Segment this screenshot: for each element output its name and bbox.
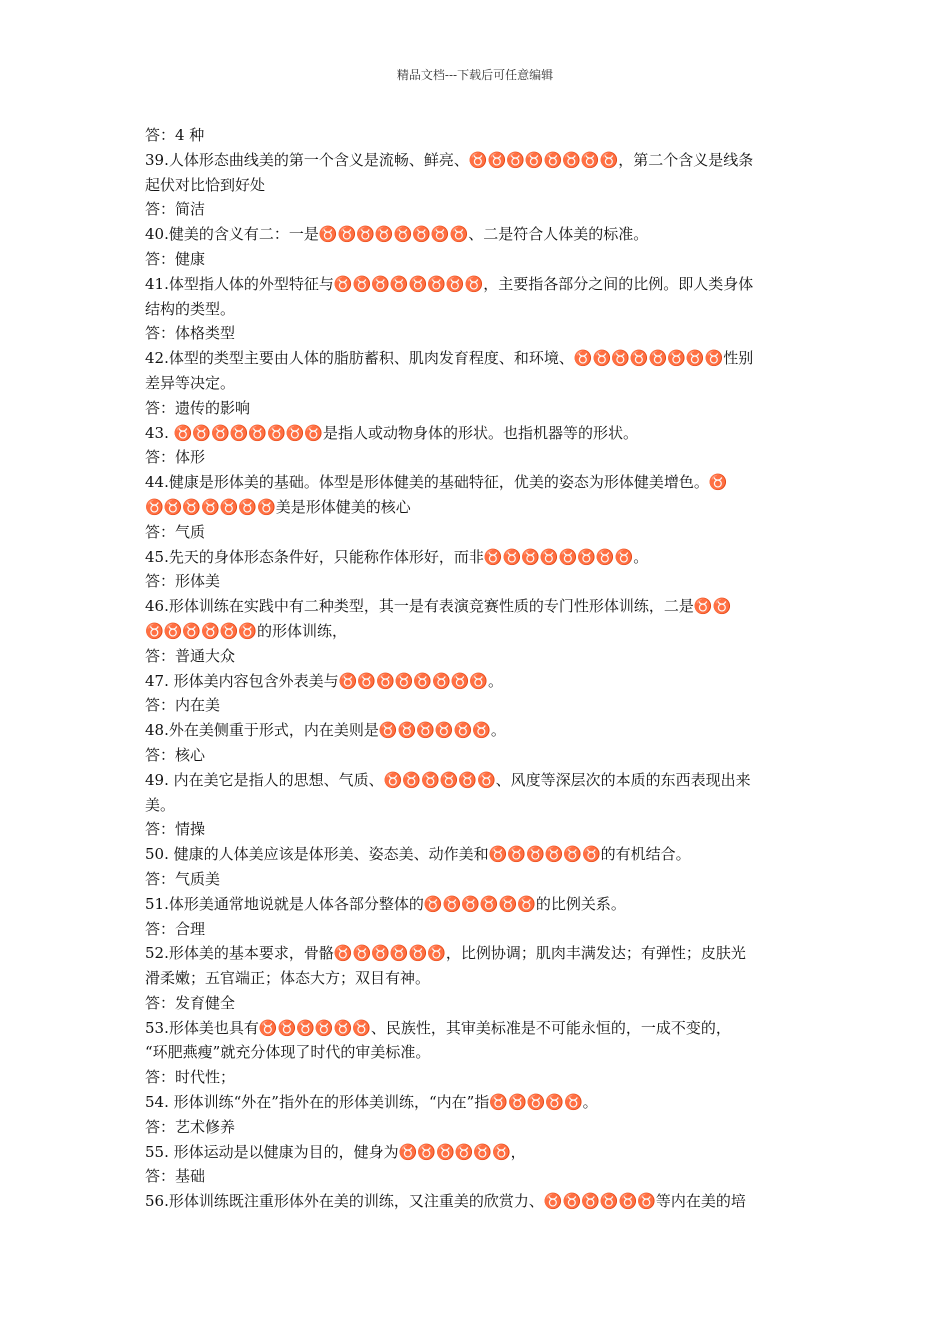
text-line: “环肥燕瘦”就充分体现了时代的审美标准。	[145, 1043, 431, 1062]
text-line: ♉♉♉♉♉♉的形体训练，	[145, 621, 348, 640]
text-line: 答：核心	[145, 745, 206, 764]
text-line: 48.外在美侧重于形式，内在美则是♉♉♉♉♉♉。	[145, 721, 506, 740]
text-line: 40.健美的含义有二：一是♉♉♉♉♉♉♉♉、二是符合人体美的标准。	[145, 225, 649, 244]
text-line: 50. 健康的人体美应该是体形美、姿态美、动作美和♉♉♉♉♉♉的有机结合。	[145, 845, 691, 864]
document-body	[145, 123, 810, 1214]
page-header: 精品文档---下载后可任意编辑	[396, 68, 554, 82]
text-line: 45.先天的身体形态条件好，只能称作体形好，而非♉♉♉♉♉♉♉♉。	[145, 547, 649, 566]
text-line: 答：艺术修养	[145, 1117, 236, 1136]
text-line: 44.健康是形体美的基础。体型是形体健美的基础特征，优美的姿态为形体健美增色。♉	[145, 473, 728, 492]
text-line: 41.体型指人体的外型特征与♉♉♉♉♉♉♉♉，主要指各部分之间的比例。即人类身体	[145, 274, 754, 293]
text-line: 答：遗传的影响	[145, 398, 251, 417]
text-line: 答：气质	[145, 522, 206, 541]
text-line: 43. ♉♉♉♉♉♉♉♉是指人或动物身体的形状。也指机器等的形状。	[145, 423, 639, 442]
text-line: 答：气质美	[145, 869, 221, 888]
text-line: 46.形体训练在实践中有二种类型，其一是有表演竞赛性质的专门性形体训练，二是♉♉	[145, 597, 732, 616]
text-line: ♉♉♉♉♉♉♉美是形体健美的核心	[145, 497, 411, 516]
text-line: 答：体格类型	[145, 324, 236, 343]
text-line: 47. 形体美内容包含外表美与♉♉♉♉♉♉♉♉。	[145, 671, 504, 690]
text-line: 答：时代性；	[145, 1068, 236, 1087]
text-line: 答：普通大众	[145, 646, 236, 665]
text-line: 56.形体训练既注重形体外在美的训练，又注重美的欣赏力、♉♉♉♉♉♉等内在美的培	[145, 1192, 746, 1211]
text-line: 滑柔嫩；五官端正；体态大方；双目有神。	[145, 969, 431, 988]
text-line: 美。	[145, 795, 176, 814]
text-line: 起伏对比恰到好处	[145, 175, 266, 194]
text-line: 42.体型的类型主要由人体的脂肪蓄积、肌肉发育程度、和环境、♉♉♉♉♉♉♉♉性别	[145, 349, 754, 368]
text-line: 答：内在美	[145, 696, 221, 715]
text-line: 答：合理	[145, 919, 206, 938]
text-line: 55. 形体运动是以健康为目的，健身为♉♉♉♉♉♉，	[145, 1142, 526, 1161]
text-line: 52.形体美的基本要求，骨骼♉♉♉♉♉♉，比例协调；肌肉丰满发达；有弹性；皮肤光	[145, 944, 746, 963]
text-line: 答：体形	[145, 448, 206, 467]
text-line: 答：发育健全	[145, 993, 236, 1012]
text-line: 答：基础	[145, 1167, 206, 1186]
text-line: 53.形体美也具有♉♉♉♉♉♉、民族性，其审美标准是不可能永恒的，一成不变的，	[145, 1018, 731, 1037]
text-line: 54. 形体训练“外在”指外在的形体美训练，“内在”指♉♉♉♉♉。	[145, 1093, 598, 1112]
text-line: 差异等决定。	[145, 373, 236, 392]
text-line: 51.体形美通常地说就是人体各部分整体的♉♉♉♉♉♉的比例关系。	[145, 894, 626, 913]
text-line: 答：健康	[145, 249, 206, 268]
text-line: 答：形体美	[145, 572, 221, 591]
text-line: 49. 内在美它是指人的思想、气质、♉♉♉♉♉♉、风度等深层次的本质的东西表现出来	[145, 770, 751, 789]
text-line: 答：情操	[145, 820, 206, 839]
text-line: 39.人体形态曲线美的第一个含义是流畅、鲜亮、♉♉♉♉♉♉♉♉，第二个含义是线条	[145, 150, 754, 169]
text-line: 结构的类型。	[145, 299, 236, 318]
text-line: 答：4 种	[145, 126, 205, 144]
text-line: 答：简洁	[145, 200, 206, 219]
